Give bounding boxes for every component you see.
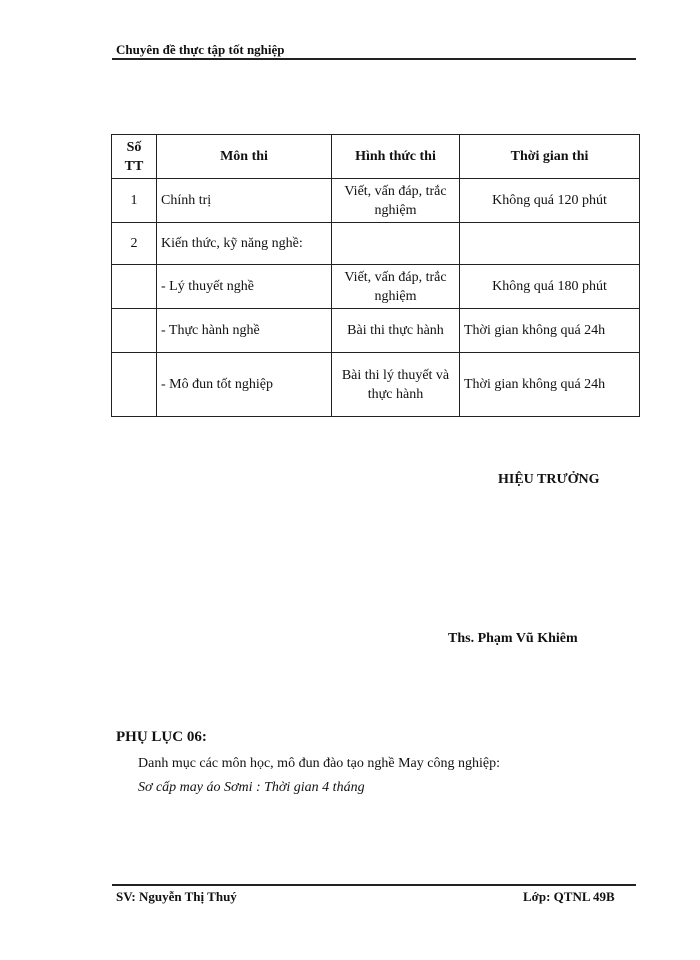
header-divider [112, 58, 636, 60]
cell-format: Bài thi thực hành [332, 309, 460, 353]
cell-subject: - Mô đun tốt nghiệp [157, 353, 332, 417]
table-header-row [112, 135, 640, 179]
footer-student-name: SV: Nguyễn Thị Thuý [116, 889, 237, 904]
cell-time: Thời gian không quá 24h [460, 353, 640, 417]
appendix-subtitle: Sơ cấp may áo Sơmi : Thời gian 4 tháng [138, 780, 365, 795]
cell-stt [112, 265, 157, 309]
cell-subject: - Lý thuyết nghề [157, 265, 332, 309]
header-subject: Môn thi [157, 135, 332, 179]
cell-stt [112, 309, 157, 353]
appendix-description: Danh mục các môn học, mô đun đào tạo nghề May công nghiệp: [138, 756, 500, 771]
cell-time: Không quá 120 phút [460, 179, 640, 223]
footer-class: Lớp: QTNL 49B [523, 889, 615, 904]
header-time: Thời gian thi [460, 135, 640, 179]
cell-subject: Chính trị [157, 179, 332, 223]
table-row [112, 265, 640, 309]
cell-stt: 1 [112, 179, 157, 223]
signature-name: Ths. Phạm Vũ Khiêm [448, 631, 578, 646]
header-format: Hình thức thi [332, 135, 460, 179]
cell-time: Thời gian không quá 24h [460, 309, 640, 353]
table-row [112, 223, 640, 265]
table-row [112, 353, 640, 417]
signature-title: HIỆU TRƯỞNG [498, 472, 600, 487]
footer-divider [112, 884, 636, 886]
table-row [112, 309, 640, 353]
exam-table [111, 134, 640, 417]
appendix-title: PHỤ LỤC 06: [116, 729, 207, 745]
cell-time [460, 223, 640, 265]
cell-stt [112, 353, 157, 417]
cell-subject: - Thực hành nghề [157, 309, 332, 353]
cell-stt: 2 [112, 223, 157, 265]
cell-format [332, 223, 460, 265]
cell-subject: Kiến thức, kỹ năng nghề: [157, 223, 332, 265]
cell-format: Viết, vấn đáp, trắc nghiệm [332, 265, 460, 309]
page-header-title: Chuyên đề thực tập tốt nghiệp [116, 42, 285, 57]
cell-format: Bài thi lý thuyết và thực hành [332, 353, 460, 417]
table-row [112, 179, 640, 223]
header-stt: Số TT [112, 135, 157, 179]
cell-time: Không quá 180 phút [460, 265, 640, 309]
cell-format: Viết, vấn đáp, trắc nghiệm [332, 179, 460, 223]
